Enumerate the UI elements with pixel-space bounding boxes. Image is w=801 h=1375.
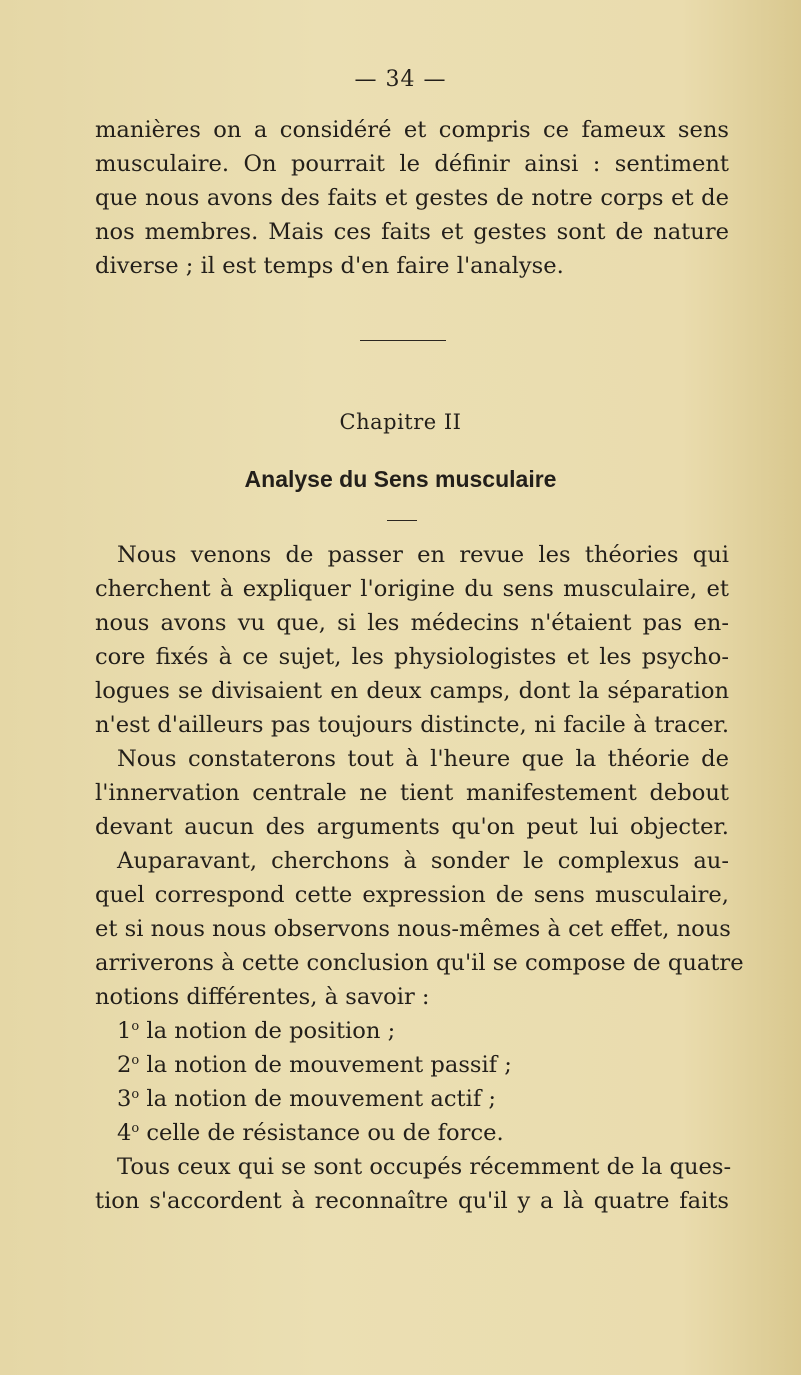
ordinal-mark: o	[131, 1053, 140, 1068]
list-text: la notion de mouvement passif ;	[146, 1052, 512, 1078]
text-line: l'innervation centrale ne tient manifestement debout	[95, 780, 729, 806]
text-line: et si nous nous observons nous-mêmes à cet effet, nous	[95, 916, 731, 942]
text-line: logues se divisaient en deux camps, dont la séparation	[95, 678, 729, 704]
text-line: manières on a considéré et compris ce fameux sens	[95, 117, 729, 143]
list-text: celle de résistance ou de force.	[146, 1120, 504, 1146]
list-number: 3	[117, 1086, 132, 1112]
body-paragraph	[95, 538, 744, 1218]
text-line: Nous venons de passer en revue les théories qui	[117, 542, 729, 568]
text-line: Auparavant, cherchons à sonder le complexus au-	[117, 848, 729, 874]
title-rule	[387, 520, 417, 521]
ordinal-mark: o	[131, 1087, 140, 1102]
list-item	[95, 1116, 729, 1150]
list-number: 2	[117, 1052, 132, 1078]
text-line: Nous constaterons tout à l'heure que la théorie de	[117, 746, 729, 772]
text-line: nous avons vu que, si les médecins n'étaient pas en-	[95, 610, 729, 636]
ordinal-mark: o	[131, 1019, 140, 1034]
chapter-title: Analyse du Sens musculaire	[244, 466, 557, 492]
section-divider	[360, 340, 446, 341]
text-line: nos membres. Mais ces faits et gestes sont de nature	[95, 219, 729, 245]
text-line: notions différentes, à savoir :	[95, 984, 430, 1010]
list-item	[95, 1048, 729, 1082]
list-item	[95, 1082, 729, 1116]
text-line: n'est d'ailleurs pas toujours distincte, ni facile à tracer.	[95, 712, 729, 738]
intro-paragraph	[95, 113, 729, 283]
text-line: cherchent à expliquer l'origine du sens musculaire, et	[95, 576, 729, 602]
page-number: — 34 —	[354, 67, 447, 92]
list-number: 4	[117, 1120, 132, 1146]
text-line: diverse ; il est temps d'en faire l'analyse.	[95, 253, 564, 279]
text-line: core fixés à ce sujet, les physiologistes et les psycho-	[95, 644, 729, 670]
list-number: 1	[117, 1018, 132, 1044]
ordinal-mark: o	[131, 1121, 140, 1136]
text-line: tion s'accordent à reconnaître qu'il y a là quatre faits	[95, 1188, 729, 1214]
list-text: la notion de position ;	[146, 1018, 396, 1044]
chapter-label: Chapitre II	[339, 410, 462, 434]
text-line: musculaire. On pourrait le définir ainsi : sentiment	[95, 151, 729, 177]
text-line: Tous ceux qui se sont occupés récemment de la ques-	[117, 1154, 732, 1180]
text-line: devant aucun des arguments qu'on peut lui objecter.	[95, 814, 729, 840]
text-line: que nous avons des faits et gestes de notre corps et de	[95, 185, 729, 211]
list-text: la notion de mouvement actif ;	[146, 1086, 496, 1112]
text-line: arriverons à cette conclusion qu'il se compose de quatre	[95, 950, 744, 976]
list-item	[95, 1014, 729, 1048]
text-line: quel correspond cette expression de sens musculaire,	[95, 882, 729, 908]
